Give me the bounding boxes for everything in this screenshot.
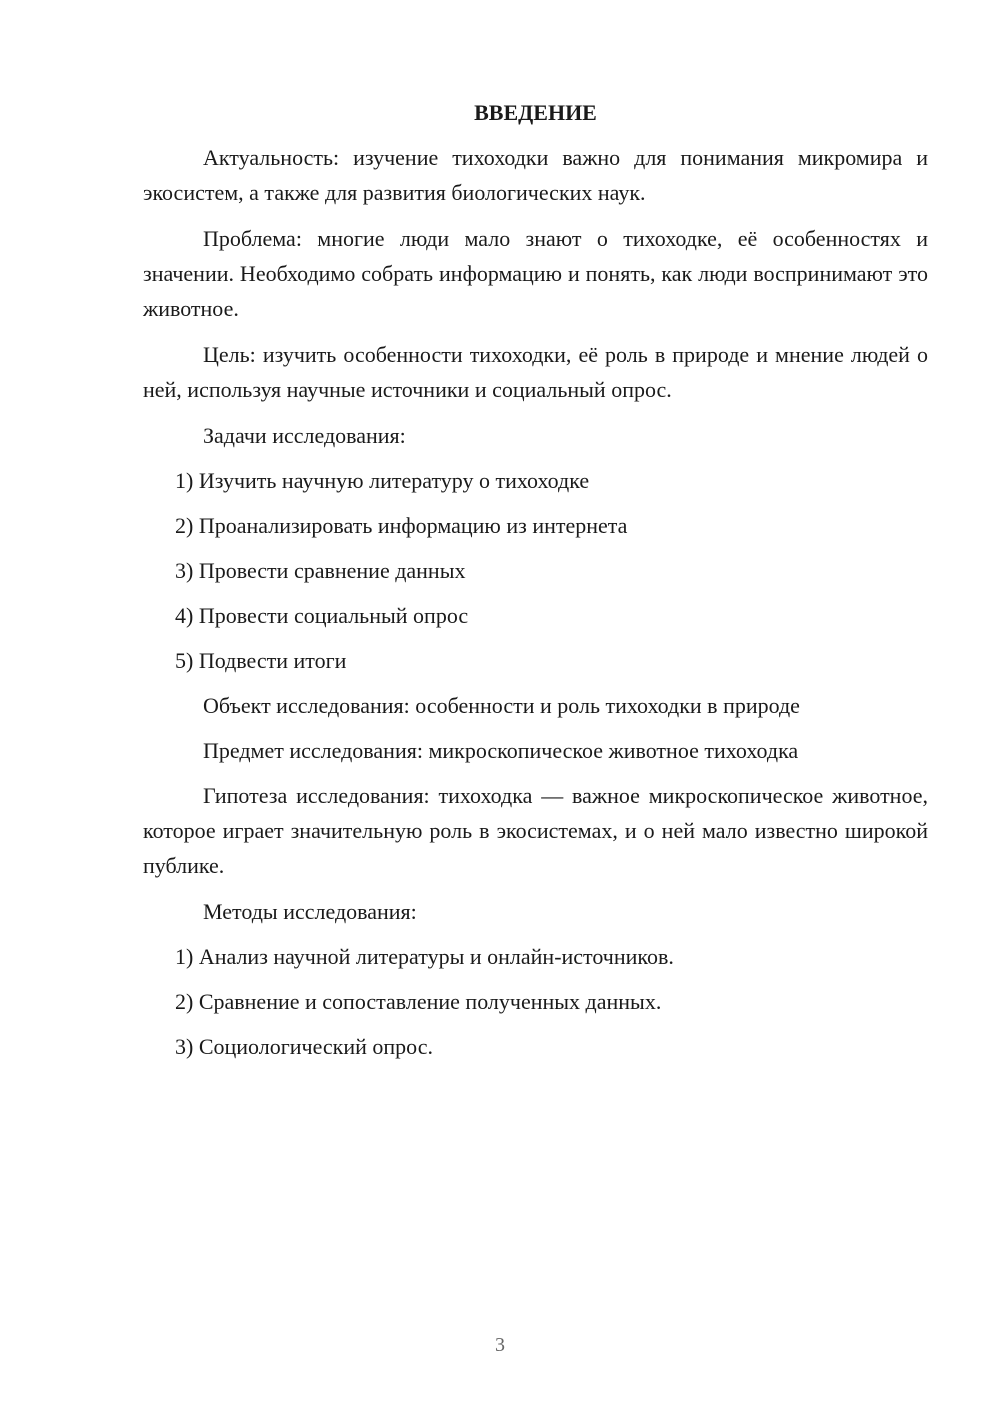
- problem-paragraph: Проблема: многие люди мало знают о тихоходке, её особенностях и значении. Необходимо собрать информацию и понять, как люди воспринимают это животное.: [143, 226, 928, 321]
- method-item-1: 1) Анализ научной литературы и онлайн-источников.: [175, 944, 674, 969]
- method-item-3: 3) Социологический опрос.: [175, 1034, 433, 1059]
- page-number: 3: [495, 1334, 505, 1356]
- task-item-5: 5) Подвести итоги: [175, 648, 347, 673]
- object-line: Объект исследования: особенности и роль тихоходки в природе: [203, 693, 800, 718]
- section-title: ВВЕДЕНИЕ: [474, 100, 597, 125]
- methods-heading: Методы исследования:: [203, 899, 417, 924]
- method-item-2: 2) Сравнение и сопоставление полученных данных.: [175, 989, 662, 1014]
- goal-paragraph: Цель: изучить особенности тихоходки, её роль в природе и мнение людей о ней, используя научные источники и социальный опрос.: [143, 342, 928, 402]
- subject-line: Предмет исследования: микроскопическое животное тихоходка: [203, 738, 799, 763]
- relevance-paragraph: Актуальность: изучение тихоходки важно для понимания микромира и экосистем, а также для развития биологических наук.: [143, 145, 928, 205]
- document-page: [143, 95, 928, 1074]
- hypothesis-paragraph: Гипотеза исследования: тихоходка — важное микроскопическое животное, которое играет значительную роль в экосистемах, и о ней мало известно широкой публике.: [143, 783, 928, 878]
- task-item-2: 2) Проанализировать информацию из интернета: [175, 513, 628, 538]
- task-item-3: 3) Провести сравнение данных: [175, 558, 466, 583]
- tasks-heading: Задачи исследования:: [203, 423, 406, 448]
- task-item-4: 4) Провести социальный опрос: [175, 603, 469, 628]
- task-item-1: 1) Изучить научную литературу о тихоходке: [175, 468, 590, 493]
